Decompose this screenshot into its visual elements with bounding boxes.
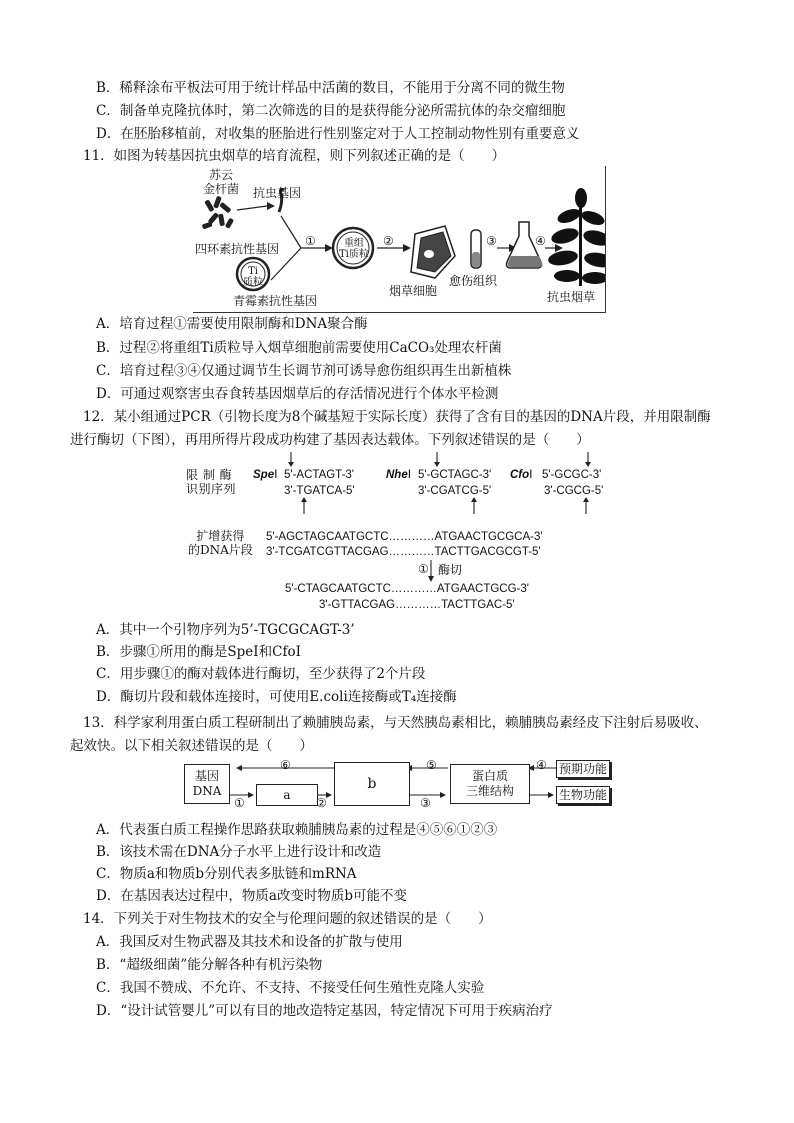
protein-structure-box: 蛋白质 三维结构 bbox=[450, 764, 530, 804]
q14-option-c: C．我国不赞成、不允许、不支持、不接受任何生殖性克隆人实验 bbox=[96, 980, 485, 996]
insect-gene-label: 抗虫基因 bbox=[253, 186, 302, 200]
question-12-stem-line1: 12．某小组通过PCR（引物长度为8个碱基短于实际长度）获得了含有目的基因的DNA片段，并用限制酶 bbox=[83, 409, 711, 425]
q13-option-b: B．该技术需在DNA分子水平上进行设计和改造 bbox=[96, 844, 382, 860]
cut-bottom-strand: 3'-GTTACGAG…………TACTTGAC-5' bbox=[319, 599, 515, 611]
cut-top-strand: 5'-CTAGCAATGCTC…………ATGAACTGCG-3' bbox=[285, 583, 529, 595]
enzyme-recognition-label: 限 制 酶 识别序列 bbox=[186, 468, 237, 496]
gene-dna-box: 基因 DNA bbox=[184, 764, 230, 804]
marker-6: ⑥ bbox=[280, 758, 291, 772]
q12-option-c: C．用步骤①的酶对载体进行酶切，至少获得了2个片段 bbox=[96, 666, 426, 682]
resistant-tobacco-label: 抗虫烟草 bbox=[547, 290, 596, 304]
q14-option-d: D．“设计试管婴儿”可以有目的地改造特定基因，特定情况下可用于疾病治疗 bbox=[96, 1003, 553, 1019]
spe-enzyme: SpeⅠ bbox=[253, 469, 278, 481]
tobacco-cell-label: 烟草细胞 bbox=[389, 284, 438, 298]
pcr-top-strand: 5'-AGCTAGCAATGCTC…………ATGAACTGCGCA-3' bbox=[266, 531, 543, 543]
penicillin-gene-label: 青霉素抗性基因 bbox=[233, 294, 318, 308]
tetracycline-gene-label: 四环素抗性基因 bbox=[195, 242, 280, 256]
question-11-stem: 11．如图为转基因抗虫烟草的培育流程，则下列叙述正确的是（ ） bbox=[83, 148, 506, 164]
nhe-enzyme: NheⅠ bbox=[386, 469, 412, 481]
expected-function-box: 预期功能 bbox=[556, 760, 610, 778]
spe-bottom-strand: 3'-TGATCA-5' bbox=[284, 485, 355, 497]
q12-option-d: D．酶切片段和载体连接时，可使用E.coli连接酶或T₄连接酶 bbox=[96, 689, 457, 705]
q12-option-a: A．其中一个引物序列为5’-TGCGCAGT-3’ bbox=[96, 622, 355, 638]
callus-label: 愈伤组织 bbox=[449, 274, 498, 288]
option-b: B．稀释涂布平板法可用于统计样品中活菌的数目，不能用于分离不同的微生物 bbox=[96, 80, 565, 96]
nhe-top-strand: 5'-GCTAGC-3' bbox=[418, 469, 492, 481]
pcr-fragment-label: 扩增获得 的DNA片段 bbox=[188, 529, 253, 557]
ti-plasmid-label: Ti 质粒 bbox=[243, 266, 263, 288]
marker-3: ③ bbox=[420, 796, 431, 810]
biological-function-box: 生物功能 bbox=[556, 786, 610, 804]
marker-2: ② bbox=[316, 796, 327, 810]
bacterium-label: 苏云 金杆菌 bbox=[203, 168, 240, 196]
digestion-label: 酶切 bbox=[438, 563, 463, 577]
substance-a-box: a bbox=[256, 784, 318, 806]
cfo-bottom-strand: 3'-CGCG-5' bbox=[544, 485, 604, 497]
step-3: ③ bbox=[486, 234, 497, 248]
q14-option-a: A．我国反对生物武器及其技术和设备的扩散与使用 bbox=[96, 934, 403, 950]
q14-option-b: B．“超级细菌”能分解各种有机污染物 bbox=[96, 957, 323, 973]
q13-figure bbox=[184, 758, 614, 810]
q11-figure bbox=[193, 166, 606, 313]
q11-option-d: D．可通过观察害虫吞食转基因烟草后的存活情况进行个体水平检测 bbox=[96, 386, 499, 402]
question-13-stem-line1: 13．科学家利用蛋白质工程研制出了赖脯胰岛素，与天然胰岛素相比，赖脯胰岛素经皮下注射后易吸收、 bbox=[83, 715, 708, 731]
q11-option-c: C．培育过程③④仅通过调节生长调节剂可诱导愈伤组织再生出新植株 bbox=[96, 363, 512, 379]
q12-option-b: B．步骤①所用的酶是SpeⅠ和CfoⅠ bbox=[96, 644, 301, 660]
marker-4: ④ bbox=[536, 758, 547, 772]
q13-option-d: D．在基因表达过程中，物质a改变时物质b可能不变 bbox=[96, 888, 408, 904]
q12-figure bbox=[186, 452, 616, 614]
marker-1: ① bbox=[234, 796, 245, 810]
option-c: C．制备单克隆抗体时，第二次筛选的目的是获得能分泌所需抗体的杂交瘤细胞 bbox=[96, 103, 566, 119]
option-d: D．在胚胎移植前，对收集的胚胎进行性别鉴定对于人工控制动物性别有重要意义 bbox=[96, 126, 580, 142]
question-13-stem-line2: 起效快。以下相关叙述错误的是（ ） bbox=[70, 738, 313, 754]
q13-option-a: A．代表蛋白质工程操作思路获取赖脯胰岛素的过程是④⑤⑥①②③ bbox=[96, 822, 498, 838]
question-14-stem: 14．下列关于对生物技术的安全与伦理问题的叙述错误的是（ ） bbox=[83, 911, 492, 927]
cfo-top-strand: 5'-GCGC-3' bbox=[542, 469, 602, 481]
cfo-enzyme: CfoⅠ bbox=[510, 469, 533, 481]
q11-option-b: B．过程②将重组Ti质粒导入烟草细胞前需要使用CaCO₃处理农杆菌 bbox=[96, 340, 502, 356]
recombinant-plasmid-label: 重组 Ti质粒 bbox=[339, 238, 369, 260]
pcr-bottom-strand: 3'-TCGATCGTTACGAG…………TACTTGACGCGT-5' bbox=[266, 546, 541, 558]
substance-b-box: b bbox=[334, 762, 410, 806]
step-1: ① bbox=[305, 234, 316, 248]
step-4: ④ bbox=[535, 234, 546, 248]
nhe-bottom-strand: 3'-CGATCG-5' bbox=[418, 485, 492, 497]
q13-option-c: C．物质a和物质b分别代表多肽链和mRNA bbox=[96, 866, 357, 882]
step-2: ② bbox=[383, 234, 394, 248]
q11-option-a: A．培育过程①需要使用限制酶和DNA聚合酶 bbox=[96, 316, 368, 332]
step-1-marker: ① bbox=[418, 562, 429, 576]
question-12-stem-line2: 进行酶切（下图），再用所得片段成功构建了基因表达载体。下列叙述错误的是（ ） bbox=[70, 432, 590, 448]
spe-top-strand: 5'-ACTAGT-3' bbox=[284, 469, 354, 481]
marker-5: ⑤ bbox=[426, 758, 437, 772]
